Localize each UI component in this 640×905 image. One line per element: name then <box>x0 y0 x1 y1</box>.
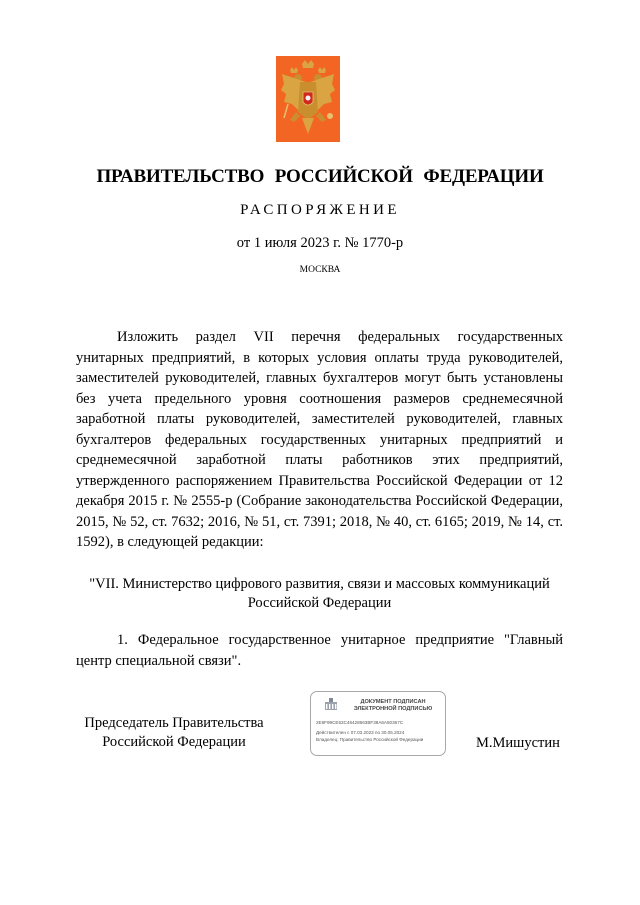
certificate-validity: Действителен с 07.03.2023 по 30.05.2024 <box>316 730 405 735</box>
coat-of-arms-icon <box>276 56 340 142</box>
signatory-name: М.Мишустин <box>476 735 560 751</box>
e-signature-title <box>345 699 441 713</box>
position-line-1: Председатель Правительства <box>84 715 264 731</box>
certificate-owner: Владелец: Правительство Российской Федерации <box>316 737 424 742</box>
e-signature-title-line-1: ДОКУМЕНТ ПОДПИСАН <box>360 699 426 705</box>
section-title: "VII. Министерство цифрового развития, связи и массовых коммуникаций Российской Федерации <box>89 576 550 611</box>
e-signature-title-line-2: ЭЛЕКТРОННОЙ ПОДПИСЬЮ <box>353 706 433 712</box>
certificate-serial: 2E6F99CE53C46428663BF38A6A50367C <box>316 720 404 725</box>
document-city: МОСКВА <box>299 265 341 275</box>
item-1-paragraph: 1. Федеральное государственное унитарное предприятие "Главный центр специальной связи". <box>76 632 563 669</box>
e-signature-stamp <box>310 691 446 756</box>
position-line-2: Российской Федерации <box>102 734 246 750</box>
government-title: ПРАВИТЕЛЬСТВО РОССИЙСКОЙ ФЕДЕРАЦИИ <box>96 166 544 187</box>
signatory-position <box>74 714 274 752</box>
document-type: РАСПОРЯЖЕНИЕ <box>240 202 400 218</box>
main-paragraph: Изложить раздел VII перечня федеральных государственных унитарных предприятий, в которых условия оплаты труда руководителей, заместителей руководителей, главных бухгалтеров могут быть установлены без учета предельного уровня соотношения размеров среднемесячной заработной платы руководителей, заместителей руководителей, главных бухгалтеров федеральных государственных унитарных предприятий и среднемесячной заработной платы работников этих предприятий, утвержденного распоряжением Правительства Российской Федерации от 12 декабря 2015 г. № 2555-р (Собрание законодательства Российской Федерации, 2015, № 52, ст. 7632; 2016, № 51, ст. 7391; 2018, № 40, ст. 6165; 2019, № 14, ст. 1592), в следующей редакции: <box>76 329 563 550</box>
document-date-number: от 1 июля 2023 г. № 1770-р <box>236 235 404 251</box>
government-building-icon <box>323 697 339 711</box>
